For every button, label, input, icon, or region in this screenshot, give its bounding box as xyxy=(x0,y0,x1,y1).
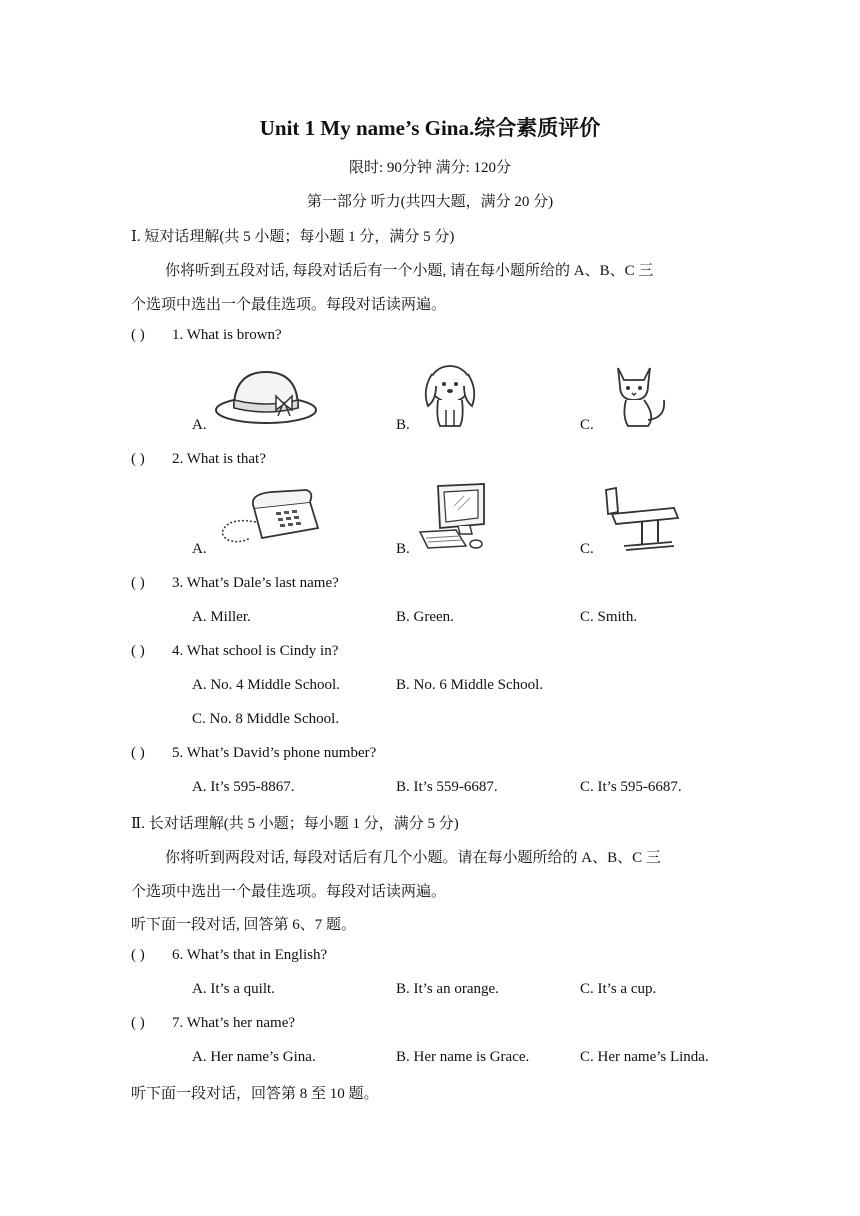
section2-heading: Ⅱ. 长对话理解(共 5 小题；每小题 1 分，满分 5 分) xyxy=(131,816,459,832)
option-label: C. xyxy=(580,417,594,433)
question-text: 4. What school is Cindy in? xyxy=(172,643,339,659)
listen-instruction: 听下面一段对话, 回答第 6、7 题。 xyxy=(131,917,357,933)
question-text: 6. What’s that in English? xyxy=(172,947,328,963)
answer-blank[interactable]: ( ) xyxy=(131,947,145,963)
question-text: 3. What’s Dale’s last name? xyxy=(172,575,339,591)
part-one-heading: 第一部分 听力(共四大题，满分 20 分) xyxy=(306,194,554,210)
option-text: C. Her name’s Linda. xyxy=(580,1049,709,1065)
option-text: A. No. 4 Middle School. xyxy=(192,677,340,693)
answer-blank[interactable]: ( ) xyxy=(131,575,145,591)
dog-icon xyxy=(418,360,480,430)
question-text: 5. What’s David’s phone number? xyxy=(172,745,377,761)
section1-instruction-1: 你将听到五段对话, 每段对话后有一个小题, 请在每小题所给的 A、B、C 三 xyxy=(165,263,654,279)
option-text: B. Green. xyxy=(396,609,454,625)
answer-blank[interactable]: ( ) xyxy=(131,643,145,659)
section2-instruction-2: 个选项中选出一个最佳选项。每段对话读两遍。 xyxy=(131,884,447,900)
option-text: C. No. 8 Middle School. xyxy=(192,711,340,727)
question-text: 2. What is that? xyxy=(172,451,266,467)
option-text: B. No. 6 Middle School. xyxy=(396,677,544,693)
question-text: 1. What is brown? xyxy=(172,327,282,343)
computer-icon xyxy=(418,482,488,552)
option-text: C. It’s 595-6687. xyxy=(580,779,682,795)
section2-instruction-1: 你将听到两段对话, 每段对话后有几个小题。请在每小题所给的 A、B、C 三 xyxy=(165,850,661,866)
listen-instruction: 听下面一段对话，回答第 8 至 10 题。 xyxy=(131,1086,379,1102)
option-text: A. Miller. xyxy=(192,609,251,625)
option-label: A. xyxy=(192,417,207,433)
section1-instruction-2: 个选项中选出一个最佳选项。每段对话读两遍。 xyxy=(131,297,447,313)
page-title: Unit 1 My name’s Gina.综合素质评价 xyxy=(259,116,601,140)
option-text: A. Her name’s Gina. xyxy=(192,1049,316,1065)
option-label: A. xyxy=(192,541,207,557)
chair-desk-icon xyxy=(602,484,682,554)
cat-icon xyxy=(604,360,674,430)
telephone-icon xyxy=(214,488,322,552)
option-text: A. It’s a quilt. xyxy=(192,981,275,997)
answer-blank[interactable]: ( ) xyxy=(131,745,145,761)
option-text: A. It’s 595-8867. xyxy=(192,779,295,795)
answer-blank[interactable]: ( ) xyxy=(131,327,145,343)
option-label: B. xyxy=(396,541,410,557)
answer-blank[interactable]: ( ) xyxy=(131,451,145,467)
option-text: C. Smith. xyxy=(580,609,638,625)
option-label: C. xyxy=(580,541,594,557)
option-text: B. It’s 559-6687. xyxy=(396,779,498,795)
section1-heading: Ⅰ. 短对话理解(共 5 小题；每小题 1 分，满分 5 分) xyxy=(131,229,455,245)
option-label: B. xyxy=(396,417,410,433)
time-limit: 限时: 90分钟 满分: 120分 xyxy=(348,160,512,176)
hat-icon xyxy=(212,366,320,430)
answer-blank[interactable]: ( ) xyxy=(131,1015,145,1031)
question-text: 7. What’s her name? xyxy=(172,1015,296,1031)
option-text: B. Her name is Grace. xyxy=(396,1049,530,1065)
option-text: B. It’s an orange. xyxy=(396,981,499,997)
option-text: C. It’s a cup. xyxy=(580,981,657,997)
